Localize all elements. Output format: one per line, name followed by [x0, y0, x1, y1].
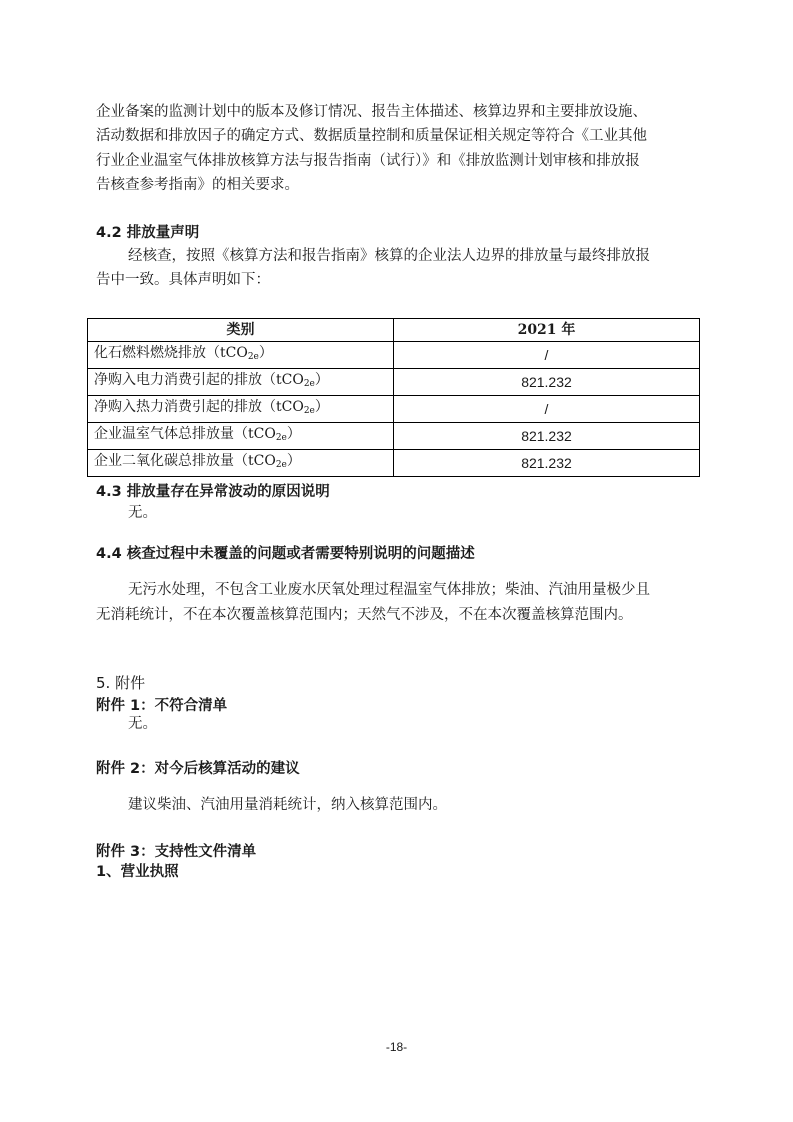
- row-label: 净购入电力消费引起的排放（tCO$_{2e}$）: [88, 369, 394, 396]
- row-label: 净购入热力消费引起的排放（tCO$_{2e}$）: [88, 396, 394, 423]
- header-category: 类别: [88, 319, 394, 342]
- section-4-2-line-1: 经核查，按照《核算方法和报告指南》核算的企业法人边界的排放量与最终排放报: [128, 248, 650, 264]
- attachment-1-heading: 附件 1：不符合清单: [96, 698, 228, 714]
- row-label: 企业二氧化碳总排放量（tCO$_{2e}$）: [88, 450, 394, 477]
- section-4-4-line-2: 无消耗统计，不在本次覆盖核算范围内；天然气不涉及，不在本次覆盖核算范围内。: [96, 607, 633, 623]
- row-label: 企业温室气体总排放量（tCO$_{2e}$）: [88, 423, 394, 450]
- table-row: [88, 396, 700, 423]
- section-5-heading: 5. 附件: [96, 674, 146, 692]
- section-4-2-heading: 4.2 排放量声明: [96, 225, 200, 241]
- intro-line-1: 企业备案的监测计划中的版本及修订情况、报告主体描述、核算边界和主要排放设施、: [96, 104, 647, 120]
- section-4-2-line-2: 告中一致。具体声明如下：: [96, 272, 270, 288]
- page-number: -18-: [385, 1040, 408, 1054]
- attachment-1-body: 无。: [128, 716, 157, 732]
- table-row: [88, 342, 700, 369]
- table-row: [88, 450, 700, 477]
- section-4-4-line-1: 无污水处理，不包含工业废水厌氧处理过程温室气体排放；柴油、汽油用量极少且: [128, 582, 650, 598]
- row-value: 821.232: [394, 369, 700, 396]
- attachment-3-heading: 附件 3：支持性文件清单: [96, 844, 257, 860]
- attachment-3-item-1: 1、营业执照: [96, 864, 179, 880]
- row-value: /: [394, 396, 700, 423]
- attachment-2-heading: 附件 2：对今后核算活动的建议: [96, 761, 300, 777]
- table-header-row: [88, 319, 700, 342]
- header-year: 2021 年: [394, 319, 700, 342]
- section-4-3-body: 无。: [128, 505, 157, 521]
- table-row: [88, 369, 700, 396]
- intro-line-3: 行业企业温室气体排放核算方法与报告指南（试行）》和《排放监测计划审核和排放报: [96, 153, 640, 169]
- attachment-2-body: 建议柴油、汽油用量消耗统计，纳入核算范围内。: [128, 797, 447, 813]
- row-label: 化石燃料燃烧排放（tCO$_{2e}$）: [88, 342, 394, 369]
- intro-line-4: 告核查参考指南》的相关要求。: [96, 177, 299, 193]
- row-value: /: [394, 342, 700, 369]
- section-4-3-heading: 4.3 排放量存在异常波动的原因说明: [96, 484, 330, 500]
- section-4-4-heading: 4.4 核查过程中未覆盖的问题或者需要特别说明的问题描述: [96, 546, 475, 562]
- row-value: 821.232: [394, 423, 700, 450]
- intro-line-2: 活动数据和排放因子的确定方式、数据质量控制和质量保证相关规定等符合《工业其他: [96, 128, 647, 144]
- table-row: [88, 423, 700, 450]
- row-value: 821.232: [394, 450, 700, 477]
- emissions-table: [87, 318, 700, 477]
